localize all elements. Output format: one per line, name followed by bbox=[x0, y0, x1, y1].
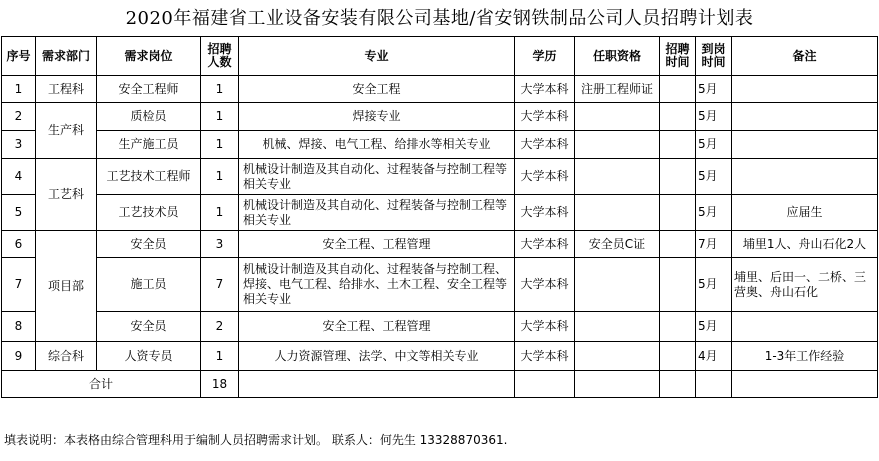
table-row bbox=[2, 258, 878, 312]
cell-major: 焊接专业 bbox=[239, 103, 515, 131]
cell-count: 1 bbox=[201, 159, 239, 195]
cell-qualification bbox=[575, 195, 660, 231]
table-row bbox=[2, 131, 878, 159]
cell-arrival-time: 5月 bbox=[696, 258, 732, 312]
cell-no: 6 bbox=[2, 231, 36, 258]
cell-note bbox=[732, 312, 878, 342]
cell-note: 1-3年工作经验 bbox=[732, 342, 878, 371]
cell-recruit-time bbox=[660, 258, 696, 312]
cell-note bbox=[732, 103, 878, 131]
cell-count: 1 bbox=[201, 103, 239, 131]
cell-qualification bbox=[575, 312, 660, 342]
cell-empty bbox=[660, 371, 696, 398]
cell-recruit-time bbox=[660, 131, 696, 159]
cell-major: 安全工程 bbox=[239, 76, 515, 103]
cell-empty bbox=[515, 371, 575, 398]
cell-count: 1 bbox=[201, 76, 239, 103]
cell-position: 生产施工员 bbox=[97, 131, 201, 159]
cell-empty bbox=[575, 371, 660, 398]
cell-major: 机械、焊接、电气工程、给排水等相关专业 bbox=[239, 131, 515, 159]
cell-recruit-time bbox=[660, 159, 696, 195]
header-dept: 需求部门 bbox=[36, 37, 97, 76]
cell-count: 1 bbox=[201, 195, 239, 231]
table-row bbox=[2, 231, 878, 258]
cell-major: 机械设计制造及其自动化、过程装备与控制工程、焊接、电气工程、给排水、土木工程、安全工程等相关专业 bbox=[239, 258, 515, 312]
cell-dept: 工艺科 bbox=[36, 159, 97, 231]
cell-arrival-time: 5月 bbox=[696, 131, 732, 159]
cell-dept: 综合科 bbox=[36, 342, 97, 371]
cell-dept: 工程科 bbox=[36, 76, 97, 103]
cell-qualification bbox=[575, 131, 660, 159]
header-arrival-time: 到岗时间 bbox=[696, 37, 732, 76]
cell-position: 人资专员 bbox=[97, 342, 201, 371]
cell-note: 埔里1人、舟山石化2人 bbox=[732, 231, 878, 258]
cell-qualification bbox=[575, 159, 660, 195]
cell-position: 工艺技术员 bbox=[97, 195, 201, 231]
total-count: 18 bbox=[201, 371, 239, 398]
cell-recruit-time bbox=[660, 195, 696, 231]
header-count: 招聘人数 bbox=[201, 37, 239, 76]
cell-note bbox=[732, 76, 878, 103]
table-row bbox=[2, 103, 878, 131]
cell-education: 大学本科 bbox=[515, 103, 575, 131]
cell-recruit-time bbox=[660, 342, 696, 371]
cell-qualification bbox=[575, 103, 660, 131]
page-title: 2020年福建省工业设备安装有限公司基地/省安钢铁制品公司人员招聘计划表 bbox=[125, 8, 754, 29]
cell-education: 大学本科 bbox=[515, 342, 575, 371]
total-row bbox=[2, 371, 878, 398]
cell-count: 1 bbox=[201, 131, 239, 159]
cell-recruit-time bbox=[660, 103, 696, 131]
cell-note: 埔里、后田一、二桥、三营奥、舟山石化 bbox=[732, 258, 878, 312]
cell-major: 安全工程、工程管理 bbox=[239, 231, 515, 258]
header-qualification: 任职资格 bbox=[575, 37, 660, 76]
cell-arrival-time: 5月 bbox=[696, 76, 732, 103]
table-row bbox=[2, 76, 878, 103]
cell-empty bbox=[732, 371, 878, 398]
cell-note bbox=[732, 131, 878, 159]
cell-education: 大学本科 bbox=[515, 312, 575, 342]
cell-count: 2 bbox=[201, 312, 239, 342]
header-major: 专业 bbox=[239, 37, 515, 76]
cell-education: 大学本科 bbox=[515, 131, 575, 159]
cell-qualification: 安全员C证 bbox=[575, 231, 660, 258]
cell-no: 9 bbox=[2, 342, 36, 371]
header-note: 备注 bbox=[732, 37, 878, 76]
cell-count: 1 bbox=[201, 342, 239, 371]
cell-arrival-time: 5月 bbox=[696, 312, 732, 342]
cell-position: 安全员 bbox=[97, 231, 201, 258]
cell-recruit-time bbox=[660, 76, 696, 103]
header-position: 需求岗位 bbox=[97, 37, 201, 76]
cell-empty bbox=[696, 371, 732, 398]
cell-no: 7 bbox=[2, 258, 36, 312]
header-row bbox=[2, 37, 878, 76]
cell-position: 安全工程师 bbox=[97, 76, 201, 103]
cell-no: 5 bbox=[2, 195, 36, 231]
cell-position: 质检员 bbox=[97, 103, 201, 131]
footer-note: 填表说明：本表格由综合管理科用于编制人员招聘需求计划。 联系人：何先生 13328870361. bbox=[4, 433, 508, 447]
cell-empty bbox=[239, 371, 515, 398]
cell-qualification bbox=[575, 258, 660, 312]
table-row bbox=[2, 159, 878, 195]
cell-arrival-time: 5月 bbox=[696, 195, 732, 231]
cell-qualification: 注册工程师证 bbox=[575, 76, 660, 103]
cell-education: 大学本科 bbox=[515, 76, 575, 103]
cell-arrival-time: 4月 bbox=[696, 342, 732, 371]
cell-dept: 项目部 bbox=[36, 231, 97, 342]
cell-education: 大学本科 bbox=[515, 159, 575, 195]
cell-no: 3 bbox=[2, 131, 36, 159]
cell-position: 安全员 bbox=[97, 312, 201, 342]
header-no: 序号 bbox=[2, 37, 36, 76]
cell-major: 人力资源管理、法学、中文等相关专业 bbox=[239, 342, 515, 371]
cell-dept: 生产科 bbox=[36, 103, 97, 159]
cell-recruit-time bbox=[660, 231, 696, 258]
table-row bbox=[2, 342, 878, 371]
cell-no: 2 bbox=[2, 103, 36, 131]
cell-major: 安全工程、工程管理 bbox=[239, 312, 515, 342]
cell-count: 7 bbox=[201, 258, 239, 312]
cell-count: 3 bbox=[201, 231, 239, 258]
cell-education: 大学本科 bbox=[515, 195, 575, 231]
cell-major: 机械设计制造及其自动化、过程装备与控制工程等相关专业 bbox=[239, 159, 515, 195]
recruitment-table bbox=[1, 36, 878, 398]
cell-recruit-time bbox=[660, 312, 696, 342]
cell-no: 1 bbox=[2, 76, 36, 103]
cell-no: 8 bbox=[2, 312, 36, 342]
cell-qualification bbox=[575, 342, 660, 371]
cell-no: 4 bbox=[2, 159, 36, 195]
cell-arrival-time: 7月 bbox=[696, 231, 732, 258]
cell-note bbox=[732, 159, 878, 195]
header-education: 学历 bbox=[515, 37, 575, 76]
total-label: 合计 bbox=[2, 371, 201, 398]
cell-major: 机械设计制造及其自动化、过程装备与控制工程等相关专业 bbox=[239, 195, 515, 231]
table-row bbox=[2, 312, 878, 342]
cell-education: 大学本科 bbox=[515, 231, 575, 258]
cell-position: 施工员 bbox=[97, 258, 201, 312]
table-row bbox=[2, 195, 878, 231]
cell-position: 工艺技术工程师 bbox=[97, 159, 201, 195]
cell-education: 大学本科 bbox=[515, 258, 575, 312]
header-recruit-time: 招聘时间 bbox=[660, 37, 696, 76]
cell-arrival-time: 5月 bbox=[696, 103, 732, 131]
cell-arrival-time: 5月 bbox=[696, 159, 732, 195]
cell-note: 应届生 bbox=[732, 195, 878, 231]
